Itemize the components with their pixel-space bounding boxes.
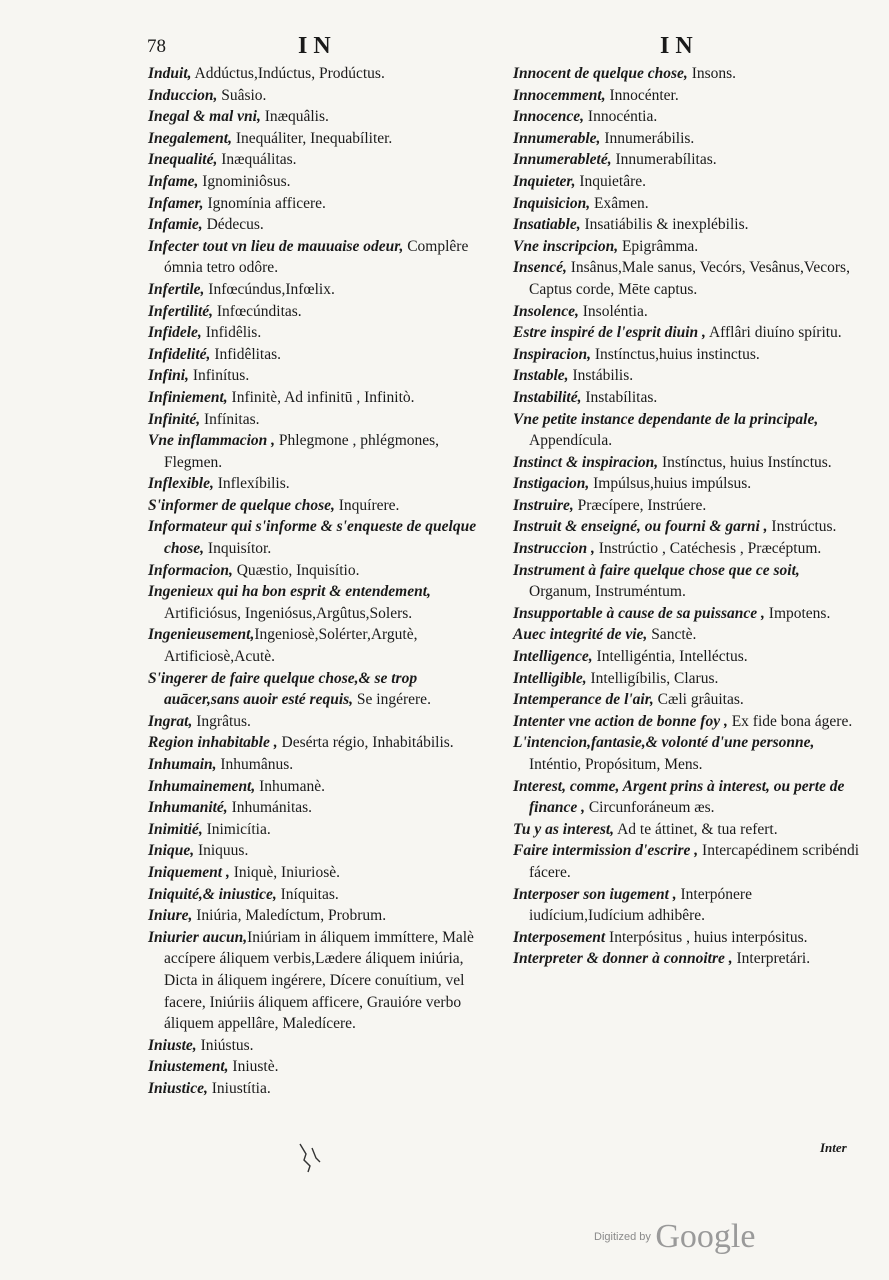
catchword: Inter — [820, 1140, 847, 1155]
entry-term: Instruit & enseigné, ou fourni & garni , — [513, 518, 768, 536]
entry-definition: Quæstio, Inquisítio. — [232, 561, 360, 579]
dictionary-entry — [148, 63, 496, 85]
dictionary-entry — [148, 711, 496, 733]
entry-definition: Exâmen. — [590, 194, 649, 212]
dictionary-entry — [513, 473, 863, 495]
dictionary-entry — [513, 344, 863, 366]
entry-definition: Infinítus. — [188, 367, 250, 385]
dictionary-entry — [513, 257, 863, 300]
entry-definition: Appendícula. — [529, 432, 613, 450]
entry-term: Iniquement , — [148, 863, 230, 881]
entry-term: Inhumainement, — [148, 777, 256, 795]
entry-definition: Interpósitus , huius interpósitus. — [605, 928, 808, 946]
entry-definition: Innocénter. — [605, 86, 679, 104]
entry-definition: Insânus,Male sanus, Vecórs, Vesânus,Vecors, Captus corde, Mēte captus. — [529, 259, 850, 298]
dictionary-entry — [513, 927, 863, 949]
entry-definition: Dédecus. — [202, 216, 264, 234]
dictionary-entry — [148, 85, 496, 107]
entry-term: Inquisicion, — [513, 194, 591, 212]
dictionary-entry — [148, 409, 496, 431]
entry-term: S'ingerer de faire quelque chose,& se trop auācer,sans auoir esté requis, — [148, 669, 418, 709]
entry-definition: Inquisítor. — [204, 540, 272, 558]
entry-term: Estre inspiré de l'esprit diuin , — [513, 324, 706, 342]
entry-definition: Innocéntia. — [584, 108, 658, 126]
entry-definition: Inhumánitas. — [227, 799, 313, 817]
entry-definition: Instábilis. — [568, 367, 634, 385]
left-column — [148, 63, 496, 1100]
entry-term: Innocent de quelque chose, — [513, 65, 688, 82]
entry-term: Inquieter, — [513, 172, 576, 190]
entry-term: L'intencion,fantasie,& volonté d'une personne, — [513, 734, 815, 752]
entry-definition: Ignominiôsus. — [198, 172, 291, 190]
entry-definition: Instínctus,huius instinctus. — [590, 345, 760, 363]
entry-term: Infamer, — [148, 194, 204, 212]
entry-term: Interposer son iugement , — [513, 885, 677, 903]
dictionary-entry — [148, 387, 496, 409]
entry-term: Infiniement, — [148, 388, 228, 406]
entry-definition: Insatiábilis & inexplébilis. — [580, 216, 749, 234]
entry-definition: Iniquè, Iniuriosè. — [229, 863, 341, 881]
watermark-small-text: Digitized by — [594, 1231, 651, 1243]
dictionary-entry — [513, 840, 863, 883]
entry-term: Interposement — [513, 928, 606, 946]
entry-term: Intelligible, — [513, 669, 587, 687]
entry-term: Innumerableté, — [513, 151, 612, 169]
entry-definition: Epigrâmma. — [618, 237, 699, 255]
dictionary-entry — [513, 624, 863, 646]
dictionary-entry — [513, 776, 863, 819]
entry-definition: Infidêlis. — [201, 324, 262, 342]
dictionary-entry — [148, 236, 496, 279]
entry-term: Infame, — [148, 172, 199, 190]
entry-definition: Circunforáneum æs. — [584, 799, 715, 817]
entry-definition: Intercapédinem scribéndi fácere. — [529, 842, 860, 881]
entry-definition: Intelligéntia, Intelléctus. — [592, 648, 748, 666]
dictionary-entry — [148, 819, 496, 841]
entry-definition: Addúctus,Indúctus, Prodúctus. — [191, 65, 385, 82]
entry-term: Inhumanité, — [148, 799, 228, 817]
entry-term: Instabilité, — [513, 388, 582, 406]
entry-definition: Ingeniosè,Solérter,Argutè, Artificiosè,Acutè. — [164, 626, 418, 666]
dictionary-entry — [148, 1056, 496, 1078]
entry-definition: Inténtio, Propósitum, Mens. — [529, 756, 703, 773]
dictionary-entry — [148, 106, 496, 128]
entry-term: Ingrat, — [148, 712, 193, 730]
entry-definition: Inflexíbilis. — [213, 475, 290, 493]
entry-definition: Iniúria, Maledíctum, Probrum. — [192, 907, 387, 925]
entry-term: Instrument à faire quelque chose que ce soit, — [513, 561, 800, 579]
entry-definition: Intelligíbilis, Clarus. — [586, 669, 719, 687]
dictionary-entry — [513, 452, 863, 474]
dictionary-entry — [513, 948, 863, 970]
dictionary-entry — [148, 301, 496, 323]
dictionary-entry — [148, 668, 496, 711]
dictionary-entry — [148, 1035, 496, 1057]
entry-definition: Ex fide bona ágere. — [727, 712, 853, 730]
entry-term: S'informer de quelque chose, — [148, 496, 335, 514]
entry-term: Iniquité,& iniustice, — [148, 885, 277, 903]
entry-definition: Afflâri diuíno spíritu. — [705, 324, 842, 342]
entry-definition: Suâsio. — [217, 86, 267, 104]
entry-definition: Phlegmone , phlégmones, Flegmen. — [164, 432, 440, 471]
dictionary-entry — [148, 279, 496, 301]
entry-definition: Iniústus. — [196, 1036, 254, 1054]
dictionary-entry — [148, 884, 496, 906]
dictionary-entry — [513, 63, 863, 85]
dictionary-entry — [513, 85, 863, 107]
dictionary-entry — [148, 862, 496, 884]
dictionary-entry — [513, 236, 863, 258]
dictionary-entry — [148, 905, 496, 927]
dictionary-entry — [148, 732, 496, 754]
entry-definition: Se ingérere. — [353, 691, 431, 709]
dictionary-entry — [513, 603, 863, 625]
dictionary-entry — [148, 365, 496, 387]
entry-term: Vne inscripcion, — [513, 237, 619, 255]
entry-term: Induccion, — [148, 86, 218, 104]
digitized-watermark — [594, 1218, 755, 1256]
entry-definition: Instrúctus. — [767, 518, 837, 536]
entry-definition: Infínitas. — [200, 410, 260, 428]
entry-term: Intenter vne action de bonne foy , — [513, 712, 728, 730]
entry-definition: Interpretári. — [732, 950, 811, 968]
dictionary-entry — [148, 797, 496, 819]
entry-term: Auec integrité de vie, — [513, 626, 648, 644]
entry-term: Insatiable, — [513, 216, 581, 234]
dictionary-entry — [148, 624, 496, 667]
dictionary-entry — [148, 560, 496, 582]
dictionary-entry — [148, 149, 496, 171]
entry-term: Interest, comme, Argent prins à interest, ou perte de finance , — [513, 777, 845, 817]
dictionary-entry — [148, 344, 496, 366]
entry-definition: Interpónere iudícium,Iudícium adhibêre. — [529, 885, 752, 925]
entry-term: Instruire, — [513, 496, 574, 514]
entry-term: Vne petite instance dependante de la principale, — [513, 410, 819, 428]
entry-term: Iniustice, — [148, 1079, 208, 1097]
entry-definition: Artificiósus, Ingeniósus,Argûtus,Solers. — [164, 604, 413, 622]
dictionary-entry — [148, 193, 496, 215]
entry-term: Insupportable à cause de sa puissance , — [513, 604, 765, 622]
entry-definition: Iniquus. — [194, 842, 249, 860]
entry-definition: Inæquâlis. — [260, 108, 329, 126]
running-head-left: IN — [298, 33, 337, 59]
entry-definition: Iníquitas. — [276, 885, 339, 903]
dictionary-entry — [148, 581, 496, 624]
entry-term: Insolence, — [513, 302, 579, 320]
entry-term: Instruccion , — [513, 540, 595, 558]
entry-definition: Infinitè, Ad infinitū , Infinitò. — [227, 388, 415, 406]
entry-definition: Complêre ómnia tetro odôre. — [164, 237, 469, 277]
dictionary-entry — [513, 689, 863, 711]
dictionary-entry — [148, 927, 496, 1035]
entry-definition: Desérta régio, Inhabitábilis. — [277, 734, 454, 752]
entry-definition: Ad te áttinet, & tua refert. — [614, 820, 778, 838]
entry-definition: Inimicítia. — [202, 820, 271, 838]
entry-definition: Impotens. — [764, 604, 831, 622]
dictionary-entry — [513, 646, 863, 668]
entry-term: Innumerable, — [513, 129, 601, 147]
entry-term: Inflexible, — [148, 475, 214, 493]
dictionary-entry — [513, 214, 863, 236]
dictionary-entry — [148, 1078, 496, 1100]
entry-term: Infertile, — [148, 280, 205, 298]
dictionary-entry — [148, 214, 496, 236]
entry-term: Infertilité, — [148, 302, 214, 320]
entry-term: Iniuste, — [148, 1036, 197, 1054]
entry-definition: Insons. — [687, 65, 737, 82]
entry-definition: Insoléntia. — [578, 302, 648, 320]
dictionary-entry — [513, 149, 863, 171]
entry-term: Infini, — [148, 367, 189, 385]
dictionary-entry — [513, 495, 863, 517]
dictionary-entry — [513, 560, 863, 603]
dictionary-entry — [513, 322, 863, 344]
entry-definition: Instrúctio , Catéchesis , Præcéptum. — [594, 540, 822, 558]
entry-term: Intemperance de l'air, — [513, 691, 654, 709]
dictionary-entry — [513, 365, 863, 387]
dictionary-entry — [148, 776, 496, 798]
entry-definition: Impúlsus,huius impúlsus. — [589, 475, 752, 493]
dictionary-entry — [513, 538, 863, 560]
entry-term: Infamie, — [148, 216, 203, 234]
dictionary-entry — [148, 495, 496, 517]
entry-term: Instable, — [513, 367, 569, 385]
entry-definition: Cæli grâuitas. — [653, 691, 744, 709]
dictionary-entry — [513, 409, 863, 452]
entry-term: Vne inflammacion , — [148, 432, 276, 450]
entry-term: Instigacion, — [513, 475, 590, 493]
entry-term: Ingenieux qui ha bon esprit & entendement, — [148, 583, 431, 601]
entry-definition: Inquírere. — [334, 496, 400, 514]
entry-definition: Instínctus, huius Instínctus. — [658, 453, 832, 471]
entry-term: Inegal & mal vni, — [148, 108, 261, 126]
entry-term: Informacion, — [148, 561, 233, 579]
entry-definition: Iniustítia. — [207, 1079, 271, 1097]
dictionary-entry — [148, 840, 496, 862]
entry-term: Inspiracion, — [513, 345, 591, 363]
entry-term: Inegalement, — [148, 129, 232, 147]
dictionary-entry — [513, 884, 863, 927]
entry-definition: Iniustè. — [228, 1058, 279, 1076]
entry-definition: Inquietâre. — [575, 172, 647, 190]
entry-term: Induit, — [148, 65, 192, 82]
entry-term: Inequalité, — [148, 151, 218, 169]
entry-term: Inhumain, — [148, 756, 217, 773]
entry-definition: Infœcúnditas. — [213, 302, 302, 320]
entry-term: Infecter tout vn lieu de mauuaise odeur, — [148, 237, 404, 255]
dictionary-entry — [513, 193, 863, 215]
entry-definition: Inæquálitas. — [217, 151, 297, 169]
entry-term: Infidele, — [148, 324, 202, 342]
entry-term: Infinité, — [148, 410, 201, 428]
entry-definition: Sanctè. — [647, 626, 697, 644]
entry-term: Iniure, — [148, 907, 193, 925]
dictionary-entry — [148, 516, 496, 559]
entry-term: Iniustement, — [148, 1058, 229, 1076]
dictionary-entry — [513, 387, 863, 409]
entry-term: Instinct & inspiracion, — [513, 453, 659, 471]
entry-definition: Inequáliter, Inequabíliter. — [231, 129, 393, 147]
entry-definition: Inhumanè. — [255, 777, 325, 795]
entry-definition: Infœcúndus,Infœlix. — [204, 280, 335, 298]
entry-term: Intelligence, — [513, 648, 593, 666]
dictionary-entry — [513, 128, 863, 150]
entry-term: Inimitié, — [148, 820, 203, 838]
entry-term: Informateur qui s'informe & s'enqueste de quelque chose, — [148, 518, 477, 558]
entry-definition: Innumerábilis. — [600, 129, 695, 147]
dictionary-entry — [148, 322, 496, 344]
dictionary-entry — [513, 516, 863, 538]
dictionary-entry — [513, 819, 863, 841]
ink-smudge-icon — [296, 1140, 326, 1176]
entry-definition: Innumerabílitas. — [611, 151, 717, 169]
entry-term: Inique, — [148, 842, 195, 860]
entry-definition: Ingrâtus. — [192, 712, 251, 730]
dictionary-entry — [513, 106, 863, 128]
dictionary-entry — [148, 128, 496, 150]
entry-definition: Instabílitas. — [581, 388, 658, 406]
entry-definition: Infidêlitas. — [210, 345, 282, 363]
entry-term: Region inhabitable , — [148, 734, 278, 752]
dictionary-entry — [148, 430, 496, 473]
entry-definition: Inhumânus. — [216, 756, 294, 773]
dictionary-entry — [513, 668, 863, 690]
running-head-right: IN — [660, 33, 699, 59]
entry-term: Infidelité, — [148, 345, 211, 363]
dictionary-entry — [148, 171, 496, 193]
entry-term: Insencé, — [513, 259, 567, 277]
dictionary-entry — [148, 754, 496, 776]
entry-term: Iniurier aucun, — [148, 928, 248, 946]
right-column — [513, 63, 863, 970]
dictionary-entry — [513, 711, 863, 733]
entry-term: Innocence, — [513, 108, 585, 126]
dictionary-entry — [513, 732, 863, 775]
entry-definition: Iniúriam in áliquem immíttere, Malè accípere áliquem verbis,Lædere áliquem iniúria, Dicta in áliquem ingérere, Dícere conuítium, vel facere, Iniúriis áliquem afficere, Grauióre verbo áliquem appellâre, Maledícere. — [164, 928, 474, 1033]
entry-definition: Præcípere, Instrúere. — [573, 496, 707, 514]
entry-term: Interpreter & donner à connoitre , — [513, 950, 733, 968]
dictionary-entry — [513, 171, 863, 193]
entry-definition: Ignomínia afficere. — [203, 194, 326, 212]
entry-definition: Organum, Instruméntum. — [529, 583, 686, 601]
page-number: 78 — [147, 36, 166, 57]
entry-term: Tu y as interest, — [513, 820, 615, 838]
entry-term: Faire intermission d'escrire , — [513, 842, 699, 860]
google-logo: Google — [655, 1218, 756, 1255]
entry-term: Innocemment, — [513, 86, 606, 104]
dictionary-entry — [513, 301, 863, 323]
dictionary-entry — [148, 473, 496, 495]
entry-term: Ingenieusement, — [148, 626, 255, 644]
